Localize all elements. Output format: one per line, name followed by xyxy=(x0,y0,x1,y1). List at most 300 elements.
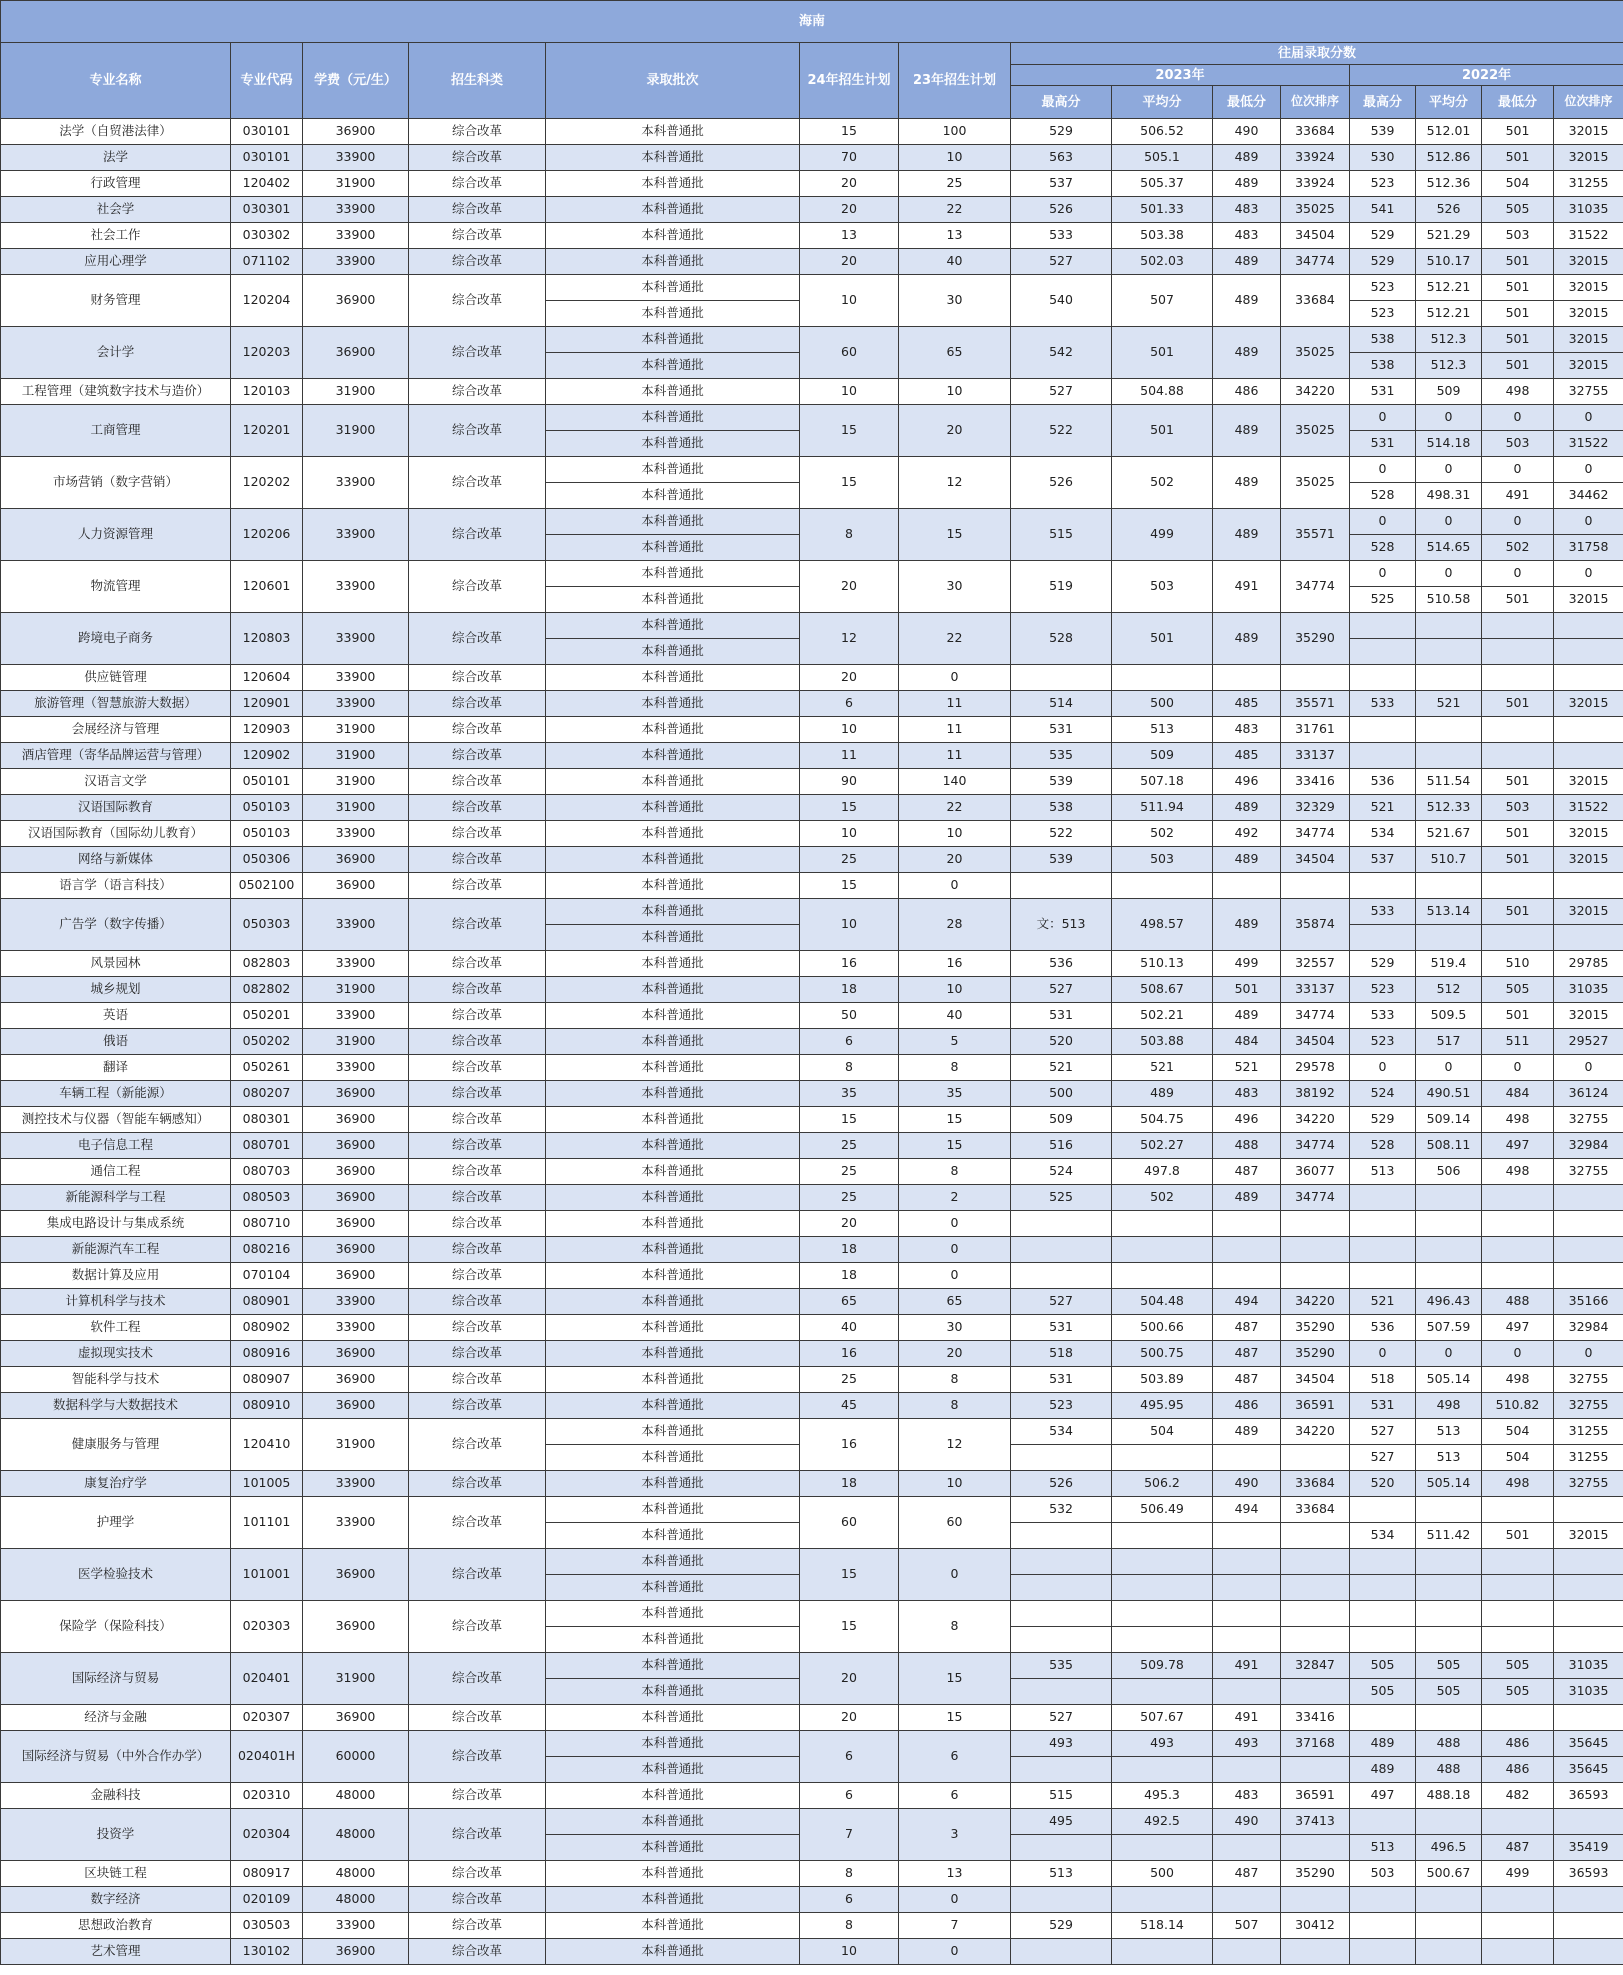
score-2022-rank-cell: 32015 xyxy=(1554,119,1623,145)
plan-2023-cell: 65 xyxy=(899,327,1011,379)
score-2022-max-cell: 520 xyxy=(1350,1471,1416,1497)
score-2022-max-cell: 537 xyxy=(1350,847,1416,873)
score-2023-max-cell: 527 xyxy=(1011,1705,1112,1731)
score-2023-rank-cell: 36591 xyxy=(1281,1393,1350,1419)
category-cell: 综合改革 xyxy=(409,1081,546,1107)
score-2023-min-cell: 486 xyxy=(1213,379,1281,405)
score-2023-min-cell: 489 xyxy=(1213,899,1281,951)
score-2023-rank-cell xyxy=(1281,1575,1350,1601)
score-2023-avg-cell: 500.66 xyxy=(1112,1315,1213,1341)
plan-2023-cell: 3 xyxy=(899,1809,1011,1861)
score-2023-avg-cell xyxy=(1112,873,1213,899)
plan-2024-cell: 25 xyxy=(800,847,899,873)
plan-2024-cell: 6 xyxy=(800,691,899,717)
plan-2024-cell: 20 xyxy=(800,1705,899,1731)
score-2022-avg-cell: 512.36 xyxy=(1416,171,1482,197)
tuition-cell: 33900 xyxy=(303,249,409,275)
score-2022-max-cell: 539 xyxy=(1350,119,1416,145)
score-2023-avg-cell xyxy=(1112,1523,1213,1549)
major-code-cell: 050202 xyxy=(231,1029,303,1055)
score-2023-rank-cell: 32557 xyxy=(1281,951,1350,977)
score-2023-max-cell: 540 xyxy=(1011,275,1112,327)
major-code-cell: 080901 xyxy=(231,1289,303,1315)
score-2022-min-cell xyxy=(1482,1887,1554,1913)
score-2023-avg-cell: 507.67 xyxy=(1112,1705,1213,1731)
score-2022-min-cell xyxy=(1482,1211,1554,1237)
table-row xyxy=(1,1731,1623,1757)
score-2023-rank-cell xyxy=(1281,1679,1350,1705)
table-row xyxy=(1,1809,1623,1835)
major-code-cell: 120204 xyxy=(231,275,303,327)
score-2022-rank-cell: 32755 xyxy=(1554,1471,1623,1497)
header-year-2023: 2023年 xyxy=(1011,65,1350,86)
score-2022-min-cell: 501 xyxy=(1482,691,1554,717)
major-name-cell: 计算机科学与技术 xyxy=(1,1289,231,1315)
score-2022-max-cell: 534 xyxy=(1350,821,1416,847)
score-2022-max-cell xyxy=(1350,873,1416,899)
major-name-cell: 社会学 xyxy=(1,197,231,223)
tuition-cell: 33900 xyxy=(303,1055,409,1081)
batch-cell: 本科普通批 xyxy=(546,1185,800,1211)
header-2022-avg: 平均分 xyxy=(1416,86,1482,119)
batch-cell: 本科普通批 xyxy=(546,1133,800,1159)
major-name-cell: 国际经济与贸易（中外合作办学） xyxy=(1,1731,231,1783)
score-2022-rank-cell: 31035 xyxy=(1554,1679,1623,1705)
score-2022-min-cell: 497 xyxy=(1482,1133,1554,1159)
major-code-cell: 020401 xyxy=(231,1653,303,1705)
plan-2024-cell: 10 xyxy=(800,1939,899,1965)
table-row xyxy=(1,249,1623,275)
score-2022-avg-cell: 496.5 xyxy=(1416,1835,1482,1861)
batch-cell: 本科普通批 xyxy=(546,275,800,301)
score-2023-max-cell: 533 xyxy=(1011,223,1112,249)
score-2023-max-cell: 518 xyxy=(1011,1341,1112,1367)
score-2023-rank-cell: 34774 xyxy=(1281,561,1350,613)
score-2022-rank-cell xyxy=(1554,1185,1623,1211)
score-2022-min-cell xyxy=(1482,1575,1554,1601)
score-2023-rank-cell xyxy=(1281,1627,1350,1653)
score-2022-avg-cell: 521.29 xyxy=(1416,223,1482,249)
category-cell: 综合改革 xyxy=(409,951,546,977)
major-code-cell: 130102 xyxy=(231,1939,303,1965)
score-2022-min-cell: 0 xyxy=(1482,1341,1554,1367)
batch-cell: 本科普通批 xyxy=(546,379,800,405)
score-2022-rank-cell: 31255 xyxy=(1554,1419,1623,1445)
tuition-cell: 33900 xyxy=(303,899,409,951)
major-code-cell: 020310 xyxy=(231,1783,303,1809)
plan-2024-cell: 8 xyxy=(800,1055,899,1081)
category-cell: 综合改革 xyxy=(409,509,546,561)
score-2022-max-cell: 538 xyxy=(1350,327,1416,353)
score-2022-rank-cell: 0 xyxy=(1554,1055,1623,1081)
tuition-cell: 31900 xyxy=(303,795,409,821)
table-row xyxy=(1,1419,1623,1445)
table-row xyxy=(1,1913,1623,1939)
plan-2023-cell: 8 xyxy=(899,1367,1011,1393)
score-2023-max-cell: 526 xyxy=(1011,1471,1112,1497)
table-row xyxy=(1,977,1623,1003)
score-2022-rank-cell: 32015 xyxy=(1554,587,1623,613)
score-2022-avg-cell: 512.3 xyxy=(1416,353,1482,379)
category-cell: 综合改革 xyxy=(409,327,546,379)
score-2022-max-cell xyxy=(1350,1185,1416,1211)
score-2023-min-cell: 501 xyxy=(1213,977,1281,1003)
batch-cell: 本科普通批 xyxy=(546,1419,800,1445)
score-2023-max-cell: 519 xyxy=(1011,561,1112,613)
category-cell: 综合改革 xyxy=(409,1003,546,1029)
batch-cell: 本科普通批 xyxy=(546,405,800,431)
category-cell: 综合改革 xyxy=(409,873,546,899)
score-2023-rank-cell: 34220 xyxy=(1281,1107,1350,1133)
score-2022-avg-cell: 513 xyxy=(1416,1445,1482,1471)
category-cell: 综合改革 xyxy=(409,223,546,249)
score-2022-rank-cell: 32015 xyxy=(1554,821,1623,847)
plan-2024-cell: 35 xyxy=(800,1081,899,1107)
score-2022-avg-cell xyxy=(1416,1549,1482,1575)
category-cell: 综合改革 xyxy=(409,119,546,145)
score-2022-max-cell: 0 xyxy=(1350,457,1416,483)
score-2022-rank-cell: 0 xyxy=(1554,1341,1623,1367)
header-plan-2023: 23年招生计划 xyxy=(899,43,1011,119)
plan-2024-cell: 18 xyxy=(800,977,899,1003)
score-2023-rank-cell: 33924 xyxy=(1281,171,1350,197)
plan-2024-cell: 8 xyxy=(800,509,899,561)
tuition-cell: 33900 xyxy=(303,197,409,223)
score-2023-min-cell: 499 xyxy=(1213,951,1281,977)
score-2022-avg-cell: 512.01 xyxy=(1416,119,1482,145)
batch-cell: 本科普通批 xyxy=(546,1627,800,1653)
plan-2024-cell: 10 xyxy=(800,717,899,743)
score-2023-min-cell: 489 xyxy=(1213,1185,1281,1211)
category-cell: 综合改革 xyxy=(409,743,546,769)
score-2022-max-cell: 531 xyxy=(1350,1393,1416,1419)
major-code-cell: 120203 xyxy=(231,327,303,379)
score-2022-rank-cell: 31522 xyxy=(1554,223,1623,249)
score-2022-min-cell: 0 xyxy=(1482,509,1554,535)
category-cell: 综合改革 xyxy=(409,1653,546,1705)
score-2023-max-cell xyxy=(1011,1263,1112,1289)
plan-2023-cell: 30 xyxy=(899,561,1011,613)
score-2023-avg-cell: 501.33 xyxy=(1112,197,1213,223)
score-2022-rank-cell xyxy=(1554,1575,1623,1601)
score-2022-avg-cell: 488 xyxy=(1416,1731,1482,1757)
major-name-cell: 通信工程 xyxy=(1,1159,231,1185)
header-category: 招生科类 xyxy=(409,43,546,119)
tuition-cell: 33900 xyxy=(303,1913,409,1939)
plan-2023-cell: 2 xyxy=(899,1185,1011,1211)
major-code-cell: 101005 xyxy=(231,1471,303,1497)
score-2023-min-cell: 490 xyxy=(1213,1809,1281,1835)
score-2023-rank-cell: 34774 xyxy=(1281,1133,1350,1159)
plan-2023-cell: 16 xyxy=(899,951,1011,977)
score-2023-rank-cell: 29578 xyxy=(1281,1055,1350,1081)
score-2022-min-cell: 0 xyxy=(1482,1055,1554,1081)
table-row xyxy=(1,873,1623,899)
score-2023-avg-cell: 503.89 xyxy=(1112,1367,1213,1393)
score-2023-max-cell: 535 xyxy=(1011,1653,1112,1679)
score-2022-rank-cell: 32015 xyxy=(1554,275,1623,301)
score-2023-min-cell: 492 xyxy=(1213,821,1281,847)
score-2023-avg-cell: 506.49 xyxy=(1112,1497,1213,1523)
plan-2023-cell: 8 xyxy=(899,1159,1011,1185)
batch-cell: 本科普通批 xyxy=(546,119,800,145)
table-row xyxy=(1,275,1623,301)
score-2022-min-cell: 487 xyxy=(1482,1835,1554,1861)
score-2023-avg-cell: 502 xyxy=(1112,821,1213,847)
score-2023-max-cell xyxy=(1011,665,1112,691)
plan-2023-cell: 100 xyxy=(899,119,1011,145)
score-2023-max-cell: 495 xyxy=(1011,1809,1112,1835)
major-name-cell: 翻译 xyxy=(1,1055,231,1081)
score-2022-avg-cell: 505.14 xyxy=(1416,1471,1482,1497)
category-cell: 综合改革 xyxy=(409,1029,546,1055)
batch-cell: 本科普通批 xyxy=(546,1315,800,1341)
batch-cell: 本科普通批 xyxy=(546,899,800,925)
score-2023-max-cell xyxy=(1011,1679,1112,1705)
category-cell: 综合改革 xyxy=(409,171,546,197)
score-2023-max-cell: 515 xyxy=(1011,1783,1112,1809)
major-code-cell: 020304 xyxy=(231,1809,303,1861)
score-2023-avg-cell: 509.78 xyxy=(1112,1653,1213,1679)
score-2022-max-cell: 538 xyxy=(1350,353,1416,379)
category-cell: 综合改革 xyxy=(409,1705,546,1731)
score-2023-min-cell: 493 xyxy=(1213,1731,1281,1757)
score-2023-min-cell: 489 xyxy=(1213,1003,1281,1029)
score-2022-rank-cell: 32015 xyxy=(1554,249,1623,275)
table-row xyxy=(1,119,1623,145)
major-code-cell: 071102 xyxy=(231,249,303,275)
plan-2024-cell: 10 xyxy=(800,899,899,951)
plan-2024-cell: 15 xyxy=(800,1601,899,1653)
batch-cell: 本科普通批 xyxy=(546,1861,800,1887)
category-cell: 综合改革 xyxy=(409,691,546,717)
score-2023-avg-cell xyxy=(1112,1237,1213,1263)
tuition-cell: 36900 xyxy=(303,1705,409,1731)
major-code-cell: 0502100 xyxy=(231,873,303,899)
major-name-cell: 车辆工程（新能源） xyxy=(1,1081,231,1107)
major-code-cell: 080703 xyxy=(231,1159,303,1185)
score-2023-rank-cell: 37413 xyxy=(1281,1809,1350,1835)
score-2023-avg-cell: 501 xyxy=(1112,613,1213,665)
score-2023-min-cell: 521 xyxy=(1213,1055,1281,1081)
score-2023-rank-cell: 36077 xyxy=(1281,1159,1350,1185)
score-2022-min-cell: 501 xyxy=(1482,119,1554,145)
score-2023-min-cell: 494 xyxy=(1213,1289,1281,1315)
tuition-cell: 33900 xyxy=(303,457,409,509)
major-code-cell: 050261 xyxy=(231,1055,303,1081)
score-2022-avg-cell: 505 xyxy=(1416,1653,1482,1679)
score-2022-min-cell: 501 xyxy=(1482,275,1554,301)
score-2022-max-cell xyxy=(1350,717,1416,743)
score-2022-max-cell: 0 xyxy=(1350,405,1416,431)
score-2022-max-cell: 523 xyxy=(1350,977,1416,1003)
category-cell: 综合改革 xyxy=(409,457,546,509)
table-row xyxy=(1,1003,1623,1029)
table-row xyxy=(1,1185,1623,1211)
major-code-cell: 080216 xyxy=(231,1237,303,1263)
major-name-cell: 社会工作 xyxy=(1,223,231,249)
score-2023-avg-cell xyxy=(1112,665,1213,691)
score-2023-avg-cell: 500.75 xyxy=(1112,1341,1213,1367)
batch-cell: 本科普通批 xyxy=(546,1471,800,1497)
plan-2024-cell: 45 xyxy=(800,1393,899,1419)
score-2022-max-cell: 529 xyxy=(1350,249,1416,275)
major-code-cell: 080503 xyxy=(231,1185,303,1211)
score-2022-min-cell: 504 xyxy=(1482,1419,1554,1445)
plan-2024-cell: 7 xyxy=(800,1809,899,1861)
tuition-cell: 36900 xyxy=(303,1341,409,1367)
plan-2023-cell: 0 xyxy=(899,1549,1011,1601)
score-2022-avg-cell: 510.58 xyxy=(1416,587,1482,613)
category-cell: 综合改革 xyxy=(409,1211,546,1237)
table-row xyxy=(1,613,1623,639)
major-code-cell: 020307 xyxy=(231,1705,303,1731)
table-row xyxy=(1,1497,1623,1523)
score-2023-rank-cell: 35290 xyxy=(1281,613,1350,665)
score-2022-max-cell: 523 xyxy=(1350,301,1416,327)
score-2022-avg-cell xyxy=(1416,1913,1482,1939)
score-2022-rank-cell: 31758 xyxy=(1554,535,1623,561)
score-2023-min-cell: 487 xyxy=(1213,1367,1281,1393)
category-cell: 综合改革 xyxy=(409,769,546,795)
score-2022-avg-cell xyxy=(1416,1939,1482,1965)
plan-2023-cell: 0 xyxy=(899,873,1011,899)
plan-2024-cell: 16 xyxy=(800,951,899,977)
score-2023-min-cell: 487 xyxy=(1213,1861,1281,1887)
major-name-cell: 经济与金融 xyxy=(1,1705,231,1731)
score-2022-min-cell: 501 xyxy=(1482,249,1554,275)
category-cell: 综合改革 xyxy=(409,1471,546,1497)
major-name-cell: 康复治疗学 xyxy=(1,1471,231,1497)
score-2023-min-cell xyxy=(1213,1757,1281,1783)
score-2022-rank-cell: 32755 xyxy=(1554,379,1623,405)
major-code-cell: 120103 xyxy=(231,379,303,405)
major-name-cell: 跨境电子商务 xyxy=(1,613,231,665)
major-name-cell: 新能源科学与工程 xyxy=(1,1185,231,1211)
category-cell: 综合改革 xyxy=(409,1237,546,1263)
score-2023-avg-cell xyxy=(1112,1887,1213,1913)
table-row xyxy=(1,1887,1623,1913)
tuition-cell: 36900 xyxy=(303,1185,409,1211)
major-name-cell: 国际经济与贸易 xyxy=(1,1653,231,1705)
score-2022-min-cell xyxy=(1482,1263,1554,1289)
plan-2023-cell: 0 xyxy=(899,1939,1011,1965)
score-2023-rank-cell xyxy=(1281,1445,1350,1471)
score-2023-rank-cell: 34504 xyxy=(1281,223,1350,249)
score-2022-max-cell: 497 xyxy=(1350,1783,1416,1809)
score-2023-rank-cell: 34774 xyxy=(1281,1185,1350,1211)
plan-2023-cell: 10 xyxy=(899,379,1011,405)
score-2023-avg-cell xyxy=(1112,1757,1213,1783)
major-name-cell: 风景园林 xyxy=(1,951,231,977)
score-2022-rank-cell xyxy=(1554,665,1623,691)
score-2022-min-cell: 491 xyxy=(1482,483,1554,509)
score-2023-rank-cell: 33684 xyxy=(1281,1497,1350,1523)
score-2023-avg-cell xyxy=(1112,1679,1213,1705)
major-code-cell: 030302 xyxy=(231,223,303,249)
score-2022-max-cell: 527 xyxy=(1350,1419,1416,1445)
score-2023-avg-cell: 504.88 xyxy=(1112,379,1213,405)
major-code-cell: 120410 xyxy=(231,1419,303,1471)
batch-cell: 本科普通批 xyxy=(546,1653,800,1679)
score-2023-avg-cell: 503.88 xyxy=(1112,1029,1213,1055)
batch-cell: 本科普通批 xyxy=(546,1211,800,1237)
score-2023-min-cell: 483 xyxy=(1213,223,1281,249)
tuition-cell: 33900 xyxy=(303,1471,409,1497)
category-cell: 综合改革 xyxy=(409,1341,546,1367)
score-2023-rank-cell: 34504 xyxy=(1281,847,1350,873)
score-2023-max-cell: 500 xyxy=(1011,1081,1112,1107)
score-2022-min-cell xyxy=(1482,873,1554,899)
batch-cell: 本科普通批 xyxy=(546,353,800,379)
score-2023-avg-cell: 518.14 xyxy=(1112,1913,1213,1939)
score-2023-avg-cell: 504 xyxy=(1112,1419,1213,1445)
score-2023-rank-cell xyxy=(1281,1237,1350,1263)
category-cell: 综合改革 xyxy=(409,821,546,847)
major-name-cell: 物流管理 xyxy=(1,561,231,613)
batch-cell: 本科普通批 xyxy=(546,301,800,327)
plan-2023-cell: 20 xyxy=(899,405,1011,457)
table-row xyxy=(1,1471,1623,1497)
score-2023-max-cell xyxy=(1011,1757,1112,1783)
score-2023-max-cell: 524 xyxy=(1011,1159,1112,1185)
major-name-cell: 英语 xyxy=(1,1003,231,1029)
score-2022-avg-cell: 511.42 xyxy=(1416,1523,1482,1549)
score-2022-max-cell: 523 xyxy=(1350,275,1416,301)
major-code-cell: 030101 xyxy=(231,145,303,171)
score-2022-min-cell: 505 xyxy=(1482,197,1554,223)
major-code-cell: 080207 xyxy=(231,1081,303,1107)
score-2022-rank-cell: 29785 xyxy=(1554,951,1623,977)
score-2022-min-cell xyxy=(1482,1627,1554,1653)
category-cell: 综合改革 xyxy=(409,405,546,457)
tuition-cell: 36900 xyxy=(303,1393,409,1419)
score-2022-avg-cell: 0 xyxy=(1416,457,1482,483)
score-2022-avg-cell: 498 xyxy=(1416,1393,1482,1419)
category-cell: 综合改革 xyxy=(409,561,546,613)
plan-2023-cell: 140 xyxy=(899,769,1011,795)
major-name-cell: 网络与新媒体 xyxy=(1,847,231,873)
plan-2024-cell: 90 xyxy=(800,769,899,795)
score-2022-avg-cell: 496.43 xyxy=(1416,1289,1482,1315)
score-2022-min-cell xyxy=(1482,1237,1554,1263)
tuition-cell: 36900 xyxy=(303,1133,409,1159)
score-2022-max-cell: 489 xyxy=(1350,1731,1416,1757)
score-2023-max-cell: 539 xyxy=(1011,769,1112,795)
major-code-cell: 050103 xyxy=(231,795,303,821)
table-row xyxy=(1,717,1623,743)
score-2023-max-cell: 513 xyxy=(1011,1861,1112,1887)
plan-2023-cell: 15 xyxy=(899,1133,1011,1159)
score-2022-max-cell: 536 xyxy=(1350,1315,1416,1341)
score-2022-min-cell xyxy=(1482,639,1554,665)
score-2023-avg-cell: 495.3 xyxy=(1112,1783,1213,1809)
score-2023-avg-cell xyxy=(1112,1549,1213,1575)
score-2022-avg-cell: 509.14 xyxy=(1416,1107,1482,1133)
score-2023-min-cell: 496 xyxy=(1213,769,1281,795)
score-2022-rank-cell: 0 xyxy=(1554,561,1623,587)
plan-2024-cell: 15 xyxy=(800,795,899,821)
score-2023-rank-cell: 34774 xyxy=(1281,821,1350,847)
category-cell: 综合改革 xyxy=(409,1783,546,1809)
plan-2024-cell: 15 xyxy=(800,405,899,457)
score-2022-min-cell: 501 xyxy=(1482,821,1554,847)
major-code-cell: 082802 xyxy=(231,977,303,1003)
score-2023-max-cell: 538 xyxy=(1011,795,1112,821)
score-2022-rank-cell: 32015 xyxy=(1554,847,1623,873)
batch-cell: 本科普通批 xyxy=(546,665,800,691)
batch-cell: 本科普通批 xyxy=(546,1055,800,1081)
